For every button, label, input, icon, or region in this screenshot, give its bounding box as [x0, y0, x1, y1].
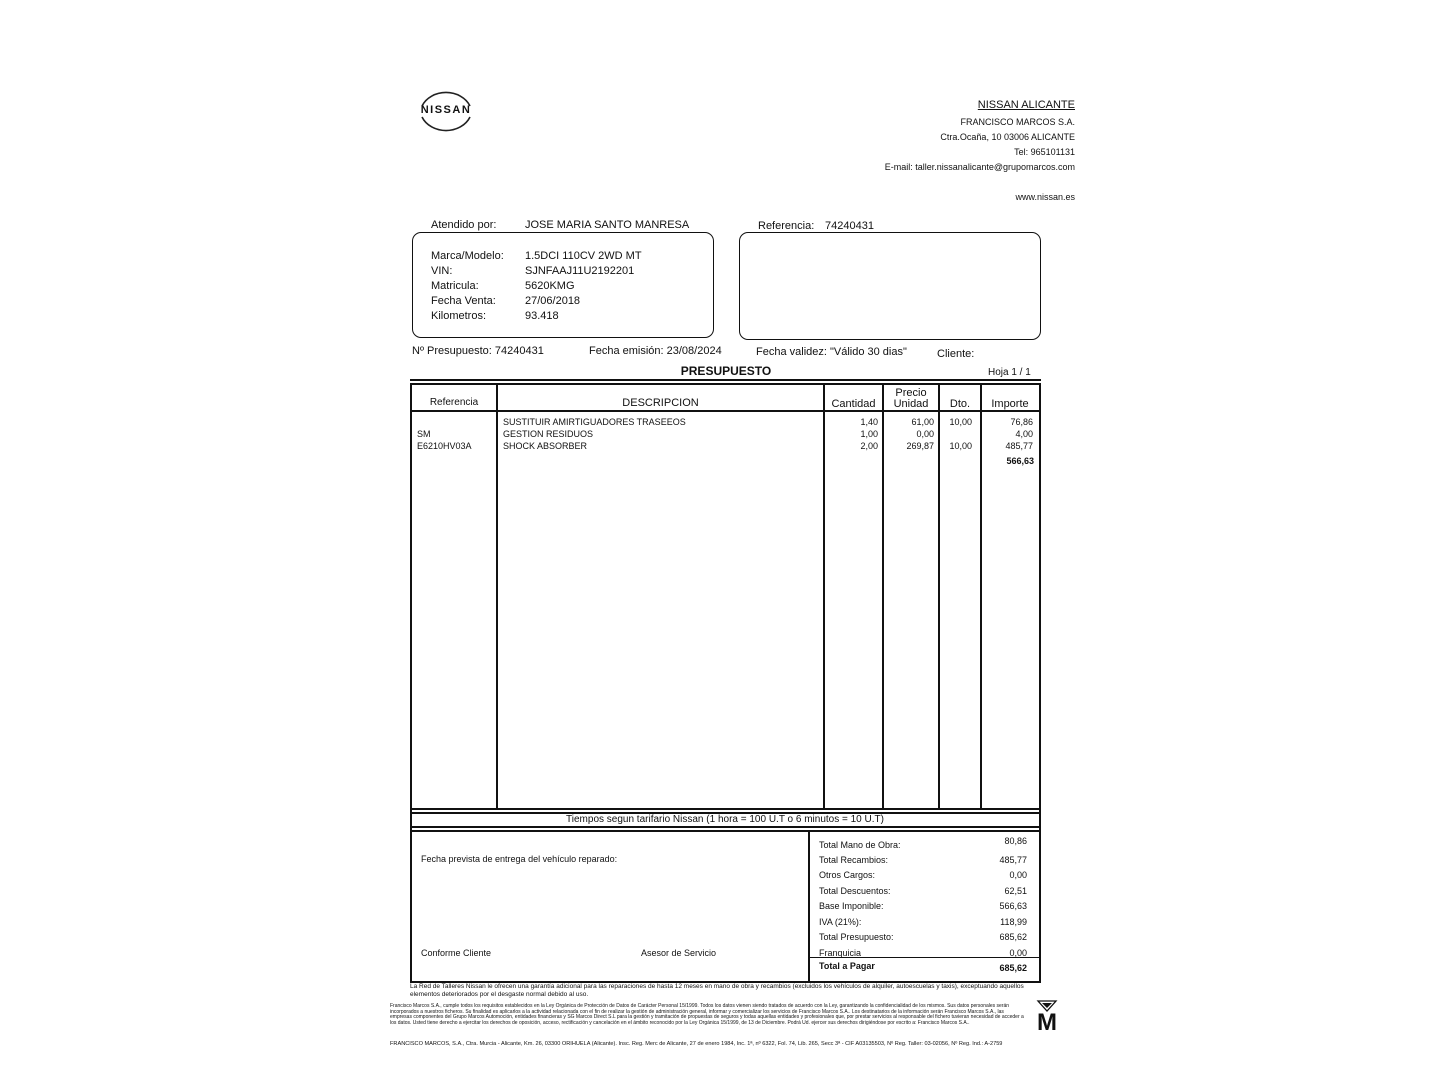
totals-row	[819, 916, 1027, 932]
line-desc: SUSTITUIR AMIRTIGUADORES TRASEEOS	[503, 417, 686, 427]
total-label: Total Recambios:	[819, 854, 889, 865]
m-logo-letter: M	[1037, 1009, 1057, 1036]
vehicle-km: 93.418	[525, 310, 559, 322]
asesor-servicio: Asesor de Servicio	[641, 948, 717, 958]
total-label: IVA (21%):	[819, 916, 862, 927]
vehicle-labels	[431, 249, 504, 324]
total-value: 485,77	[999, 854, 1027, 865]
fecha-validez: Fecha validez: "Válido 30 dias"	[756, 346, 907, 358]
subtotal: 566,63	[1006, 456, 1034, 466]
total-label: Total Mano de Obra:	[819, 840, 901, 850]
vehicle-vin: SJNFAAJ11U2192201	[525, 265, 635, 277]
total-value: 0,00	[1009, 870, 1027, 880]
totals-row	[819, 869, 1027, 885]
vehicle-model: 1.5DCI 110CV 2WD MT	[525, 250, 642, 262]
total-pagar-label: Total a Pagar	[819, 961, 875, 971]
col-dto: Dto.	[949, 398, 971, 410]
line-precio: 61,00	[911, 417, 934, 427]
totals-block	[819, 838, 1027, 962]
totals-left-border	[808, 830, 810, 982]
dealer-tel: Tel: 965101131	[1014, 147, 1075, 157]
total-label: Franquicia	[819, 947, 862, 958]
vehicle-label: Marca/Modelo:	[431, 250, 504, 262]
line-ref: SM	[417, 429, 431, 439]
dealer-email: E-mail: taller.nissanalicante@grupomarcos.com	[884, 162, 1075, 172]
table-top-rule	[410, 379, 1041, 381]
table-right-border	[1039, 383, 1041, 982]
total-label: Otros Cargos:	[819, 870, 876, 880]
vehicle-values	[525, 249, 642, 324]
garantia-text: La Red de Talleres Nissan le ofrecen una garantía adicional para las reparaciones de hasta 12 meses en mano de obra y recambios (excluidos los vehículos de alquiler, autoescuelas y taxis), exceptuando aquellos elementos deteriorados por el desgaste normal debido al uso.	[410, 983, 1024, 998]
line-ref: E6210HV03A	[417, 441, 472, 451]
doc-title: PRESUPUESTO	[680, 364, 772, 378]
totals-row	[819, 931, 1027, 947]
client-box	[739, 232, 1041, 340]
col-descripcion: DESCRIPCION	[622, 397, 699, 409]
total-pagar-value: 685,62	[999, 963, 1027, 973]
fecha-emision: Fecha emisión: 23/08/2024	[589, 345, 722, 357]
vehicle-label: Fecha Venta:	[431, 295, 496, 307]
line-importe: 76,86	[1010, 417, 1033, 427]
conforme-cliente: Conforme Cliente	[421, 948, 492, 958]
dealer-company: FRANCISCO MARCOS S.A.	[960, 117, 1075, 127]
referencia-value: 74240431	[825, 220, 874, 232]
col-cantidad: Cantidad	[831, 398, 876, 410]
line-desc: SHOCK ABSORBER	[503, 441, 588, 451]
presupuesto-number: Nº Presupuesto: 74240431	[412, 345, 544, 357]
line-dto: 10,00	[949, 441, 972, 451]
line-importe: 485,77	[1005, 441, 1033, 451]
col-referencia: Referencia	[429, 397, 479, 408]
totals-row	[819, 900, 1027, 916]
table-top-rule	[410, 383, 1041, 385]
line-dto: 10,00	[949, 417, 972, 427]
line-precio: 0,00	[916, 429, 934, 439]
entrega-label: Fecha prevista de entrega del vehículo reparado:	[421, 854, 618, 864]
line-cant: 1,40	[860, 417, 878, 427]
total-label: Total Descuentos:	[819, 885, 891, 896]
total-value: 685,62	[999, 932, 1027, 942]
logo-text: NISSAN	[420, 104, 472, 116]
totals-row	[819, 885, 1027, 901]
vehicle-label: VIN:	[431, 265, 453, 277]
col-precio: Precio	[895, 387, 927, 399]
line-precio: 269,87	[906, 441, 934, 451]
col-unidad: Unidad	[893, 398, 929, 410]
tiempos-rule	[410, 830, 1041, 832]
dealer-address: Ctra.Ocaña, 10 03006 ALICANTE	[940, 132, 1075, 142]
dealer-name: NISSAN ALICANTE	[977, 99, 1075, 111]
legal-text: Francisco Marcos S.A., cumple todos los requisitos establecidos en la Ley Orgánica de Protección de Datos de Carácter Personal 15/1999. Todos los datos vienen siendo tratados de acuerdo con la Ley, garantizando la confidencialidad de los mismos. Sus datos personales serán incorporados a nuestros ficheros. Su finalidad es aplicarlos a la actividad relacionada con el fin de realizar la gestión de administración general, informar y comercializar los servicios de Francisco Marcos S.A.. Los destinatarios de la información serán Francisco Marcos S.A., las empresas componentes del Grupo Marcos Automoción, entidades financieras y SG Marcos Direct S.L para la gestión y tramitación de propuestas de seguros y todas aquellas entidades y profesionales que, por prestar servicios al responsable del fichero tuvieran necesidad de acceder a los datos. Usted tiene derecho a ejercitar los derechos de oposición, acceso, rectificación y cancelación en el ámbito reconocido por la Ley Orgánica 15/1999, de 13 de Diciembre. Podrá Ud. ejercer sus derechos dirigiéndose por escrito a: Francisco Marcos S.A..	[390, 1003, 1024, 1026]
total-value: 566,63	[999, 901, 1027, 911]
col-importe: Importe	[991, 398, 1029, 410]
line-cant: 2,00	[860, 441, 878, 451]
tiempos-rule	[410, 826, 1041, 828]
footer-text: FRANCISCO MARCOS, S.A., Ctra. Murcia - Alicante, Km. 26, 03300 ORIHUELA (Alicante). Insc. Reg. Merc de Alicante, 27 de enero 1984, Inc. 1ª, nº 6322, Fol. 74, Lib. 265, Secc 3ª - CIF A03135503, Nº Reg. Taller: 03-02056, Nº Reg. Ind.: A-2759	[390, 1041, 1003, 1047]
vehicle-label: Kilometros:	[431, 310, 487, 322]
table-row	[411, 428, 1039, 440]
total-label: Total Presupuesto:	[819, 932, 894, 942]
cliente-label: Cliente:	[937, 348, 975, 360]
grupo-marcos-logo	[1032, 1000, 1062, 1036]
sheet-number: Hoja 1 / 1	[988, 367, 1031, 378]
total-value: 0,00	[1009, 947, 1027, 958]
vehicle-plate: 5620KMG	[525, 280, 575, 292]
dealer-web: www.nissan.es	[1015, 192, 1075, 202]
line-cant: 1,00	[860, 429, 878, 439]
atendido-label: Atendido por:	[431, 219, 497, 231]
total-value: 80,86	[1004, 836, 1027, 846]
total-value: 62,51	[1004, 885, 1027, 896]
totals-row	[819, 854, 1027, 870]
nissan-logo	[412, 86, 480, 136]
line-desc: GESTION RESIDUOS	[503, 429, 594, 439]
table-bottom-rule	[410, 808, 1041, 810]
totals-row	[819, 838, 1027, 854]
referencia-label: Referencia:	[758, 220, 815, 232]
table-left-border	[410, 383, 412, 982]
tiempos-note: Tiempos segun tarifario Nissan (1 hora = 100 U.T o 6 minutos = 10 U.T)	[566, 814, 884, 825]
atendido-value: JOSE MARIA SANTO MANRESA	[525, 219, 690, 231]
vehicle-sale-date: 27/06/2018	[525, 295, 581, 307]
total-pagar-rule	[810, 957, 1039, 958]
line-importe: 4,00	[1015, 429, 1033, 439]
vehicle-label: Matricula:	[431, 280, 479, 292]
table-row	[411, 440, 1039, 452]
total-value: 118,99	[1000, 916, 1027, 927]
table-row	[411, 416, 1039, 428]
total-label: Base Imponible:	[819, 901, 884, 911]
